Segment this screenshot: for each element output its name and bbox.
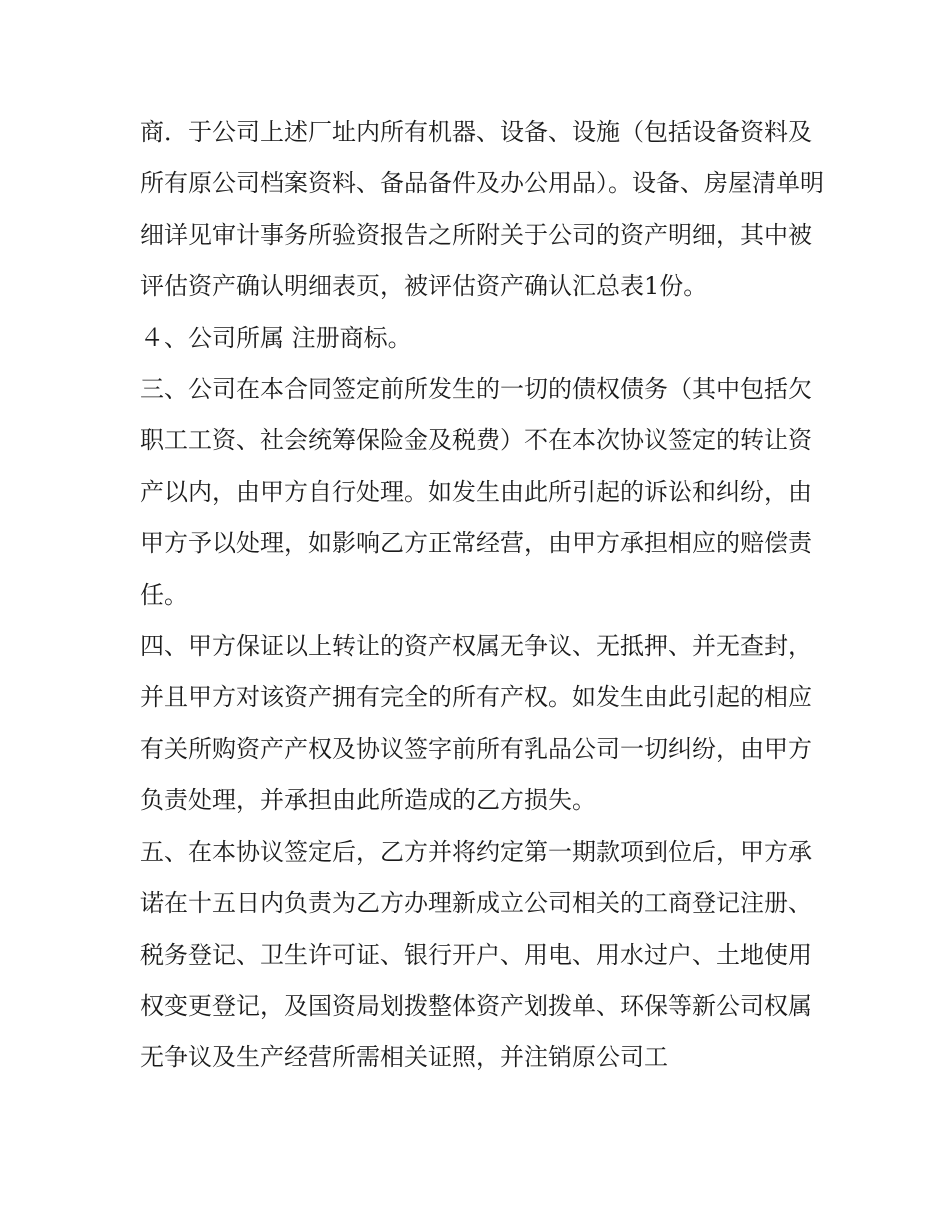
- paragraph-ownership-guarantee: 四、甲方保证以上转让的资产权属无争议、无抵押、并无查封，并且甲方对该资产拥有完全的所有产权。如发生由此引起的相应有关所购资产产权及协议签字前所有乳品公司一切纠纷，由甲方负责处理，并承担由此所造成的乙方损失。: [140, 632, 812, 815]
- paragraph-debts: 三、公司在本合同签定前所发生的一切的债权债务（其中包括欠职工工资、社会统筹保险金及税费）不在本次协议签定的转让资产以内，由甲方自行处理。如发生由此所引起的诉讼和纠纷，由甲方予以处理，如影响乙方正常经营，由甲方承担相应的赔偿责任。: [140, 375, 812, 609]
- paragraph-registration: 五、在本协议签定后，乙方并将约定第一期款项到位后，甲方承诺在十五日内负责为乙方办理新成立公司相关的工商登记注册、税务登记、卫生许可证、银行开户、用电、用水过户、土地使用权变更登记，及国资局划拨整体资产划拨单、环保等新公司权属无争议及生产经营所需相关证照，并注销原公司工: [140, 837, 812, 1072]
- paragraph-trademark: ４、公司所属 注册商标。: [140, 323, 412, 352]
- document-body: [140, 107, 830, 1084]
- paragraph-asset-list: 商．于公司上述厂址内所有机器、设备、设施（包括设备资料及所有原公司档案资料、备品备件及办公用品）。设备、房屋清单明细详见审计事务所验资报告之所附关于公司的资产明细，其中被评估资产确认明细表页，被评估资产确认汇总表1份。: [140, 118, 824, 301]
